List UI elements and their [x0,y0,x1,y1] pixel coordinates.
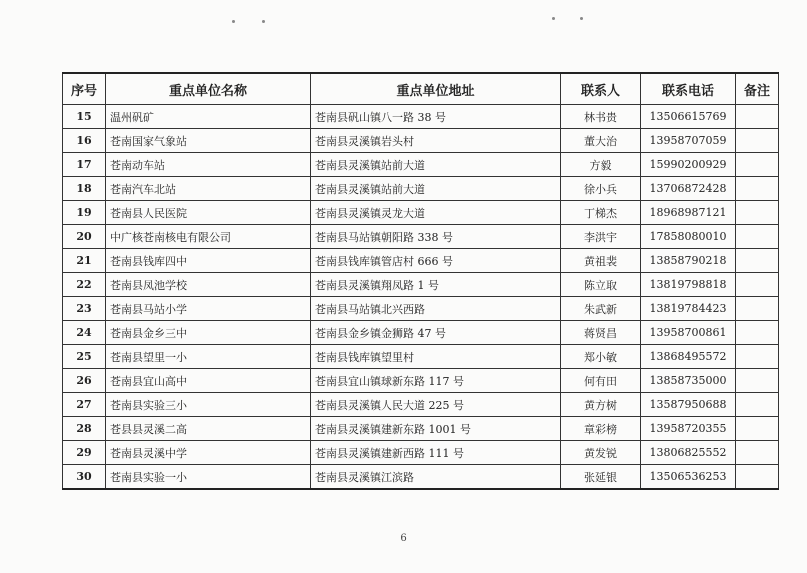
table-row [63,201,779,225]
serial-number-cell: 23 [63,297,106,321]
serial-number-cell: 15 [63,105,106,129]
unit-address-cell: 苍南县灵溪镇人民大道 225 号 [311,393,561,417]
serial-number-cell: 17 [63,153,106,177]
contact-person-cell: 何有田 [561,369,641,393]
unit-name-cell: 苍南县望里一小 [106,345,311,369]
table-row [63,393,779,417]
remarks-cell [736,297,779,321]
table-row [63,417,779,441]
contact-person-cell: 章彩榜 [561,417,641,441]
contact-phone-cell: 13958707059 [641,129,736,153]
contact-person-cell: 董大治 [561,129,641,153]
header-contact-person: 联系人 [561,73,641,105]
unit-name-cell: 苍南县灵溪中学 [106,441,311,465]
unit-address-cell: 苍南县灵溪镇站前大道 [311,177,561,201]
contact-phone-cell: 13819784423 [641,297,736,321]
header-unit-address: 重点单位地址 [311,73,561,105]
remarks-cell [736,201,779,225]
contact-person-cell: 方毅 [561,153,641,177]
unit-name-cell: 苍南县凤池学校 [106,273,311,297]
unit-address-cell: 苍南县灵溪镇建新东路 1001 号 [311,417,561,441]
remarks-cell [736,441,779,465]
unit-name-cell: 苍南汽车北站 [106,177,311,201]
contact-phone-cell: 13506536253 [641,465,736,490]
serial-number-cell: 30 [63,465,106,490]
remarks-cell [736,129,779,153]
serial-number-cell: 22 [63,273,106,297]
serial-number-cell: 19 [63,201,106,225]
unit-name-cell: 温州矾矿 [106,105,311,129]
serial-number-cell: 16 [63,129,106,153]
unit-address-cell: 苍南县钱库镇望里村 [311,345,561,369]
contact-phone-cell: 13958720355 [641,417,736,441]
contact-person-cell: 郑小敏 [561,345,641,369]
header-serial-number: 序号 [63,73,106,105]
serial-number-cell: 18 [63,177,106,201]
header-remarks: 备注 [736,73,779,105]
unit-name-cell: 苍南国家气象站 [106,129,311,153]
contact-person-cell: 蒋贤昌 [561,321,641,345]
remarks-cell [736,105,779,129]
table-row [63,177,779,201]
table-row [63,465,779,490]
contact-phone-cell: 13806825552 [641,441,736,465]
header-unit-name: 重点单位名称 [106,73,311,105]
table-row [63,369,779,393]
contact-person-cell: 张延银 [561,465,641,490]
serial-number-cell: 24 [63,321,106,345]
contact-phone-cell: 15990200929 [641,153,736,177]
contact-phone-cell: 13858735000 [641,369,736,393]
serial-number-cell: 27 [63,393,106,417]
contact-phone-cell: 13868495572 [641,345,736,369]
table-row [63,297,779,321]
table-row [63,441,779,465]
contact-person-cell: 陈立取 [561,273,641,297]
contact-person-cell: 林书贵 [561,105,641,129]
table-row [63,345,779,369]
contact-phone-cell: 13506615769 [641,105,736,129]
unit-address-cell: 苍南县马站镇朝阳路 338 号 [311,225,561,249]
unit-name-cell: 苍南县金乡三中 [106,321,311,345]
contact-phone-cell: 13706872428 [641,177,736,201]
unit-name-cell: 中广核苍南核电有限公司 [106,225,311,249]
unit-address-cell: 苍南县灵溪镇站前大道 [311,153,561,177]
table-header-row [63,73,779,105]
scan-artifact [552,17,555,20]
unit-name-cell: 苍南县钱库四中 [106,249,311,273]
unit-name-cell: 苍南县马站小学 [106,297,311,321]
table-row [63,273,779,297]
remarks-cell [736,249,779,273]
unit-address-cell: 苍南县灵溪镇江滨路 [311,465,561,490]
unit-name-cell: 苍南县宜山高中 [106,369,311,393]
remarks-cell [736,465,779,490]
remarks-cell [736,177,779,201]
remarks-cell [736,321,779,345]
page-number: 6 [400,533,407,544]
unit-name-cell: 苍南县实验三小 [106,393,311,417]
table-row [63,225,779,249]
contact-phone-cell: 13958700861 [641,321,736,345]
scan-artifact [580,17,583,20]
remarks-cell [736,417,779,441]
contact-person-cell: 徐小兵 [561,177,641,201]
header-contact-phone: 联系电话 [641,73,736,105]
unit-address-cell: 苍南县灵溪镇岩头村 [311,129,561,153]
contact-person-cell: 黄方树 [561,393,641,417]
contact-phone-cell: 13819798818 [641,273,736,297]
contact-person-cell: 朱武新 [561,297,641,321]
unit-address-cell: 苍南县灵溪镇建新西路 111 号 [311,441,561,465]
remarks-cell [736,153,779,177]
unit-address-cell: 苍南县金乡镇金狮路 47 号 [311,321,561,345]
contact-phone-cell: 17858080010 [641,225,736,249]
unit-address-cell: 苍南县宜山镇球新东路 117 号 [311,369,561,393]
remarks-cell [736,273,779,297]
serial-number-cell: 21 [63,249,106,273]
serial-number-cell: 25 [63,345,106,369]
unit-name-cell: 苍南县人民医院 [106,201,311,225]
remarks-cell [736,369,779,393]
remarks-cell [736,225,779,249]
table-body [63,105,779,490]
table-row [63,129,779,153]
unit-name-cell: 苍县县灵溪二高 [106,417,311,441]
unit-address-cell: 苍南县矾山镇八一路 38 号 [311,105,561,129]
table-row [63,153,779,177]
serial-number-cell: 28 [63,417,106,441]
contact-person-cell: 丁梯杰 [561,201,641,225]
unit-address-cell: 苍南县马站镇北兴西路 [311,297,561,321]
remarks-cell [736,393,779,417]
serial-number-cell: 20 [63,225,106,249]
unit-name-cell: 苍南动车站 [106,153,311,177]
unit-address-cell: 苍南县灵溪镇翔凤路 1 号 [311,273,561,297]
table-row [63,321,779,345]
scan-artifact [262,20,265,23]
key-units-table [62,72,779,490]
contact-phone-cell: 18968987121 [641,201,736,225]
contact-phone-cell: 13858790218 [641,249,736,273]
serial-number-cell: 26 [63,369,106,393]
remarks-cell [736,345,779,369]
contact-person-cell: 李洪宇 [561,225,641,249]
serial-number-cell: 29 [63,441,106,465]
table-row [63,249,779,273]
contact-phone-cell: 13587950688 [641,393,736,417]
contact-person-cell: 黄发锐 [561,441,641,465]
unit-address-cell: 苍南县灵溪镇灵龙大道 [311,201,561,225]
contact-person-cell: 黄祖裴 [561,249,641,273]
unit-name-cell: 苍南县实验一小 [106,465,311,490]
scan-artifact [232,20,235,23]
unit-address-cell: 苍南县钱库镇管店村 666 号 [311,249,561,273]
table-row [63,105,779,129]
